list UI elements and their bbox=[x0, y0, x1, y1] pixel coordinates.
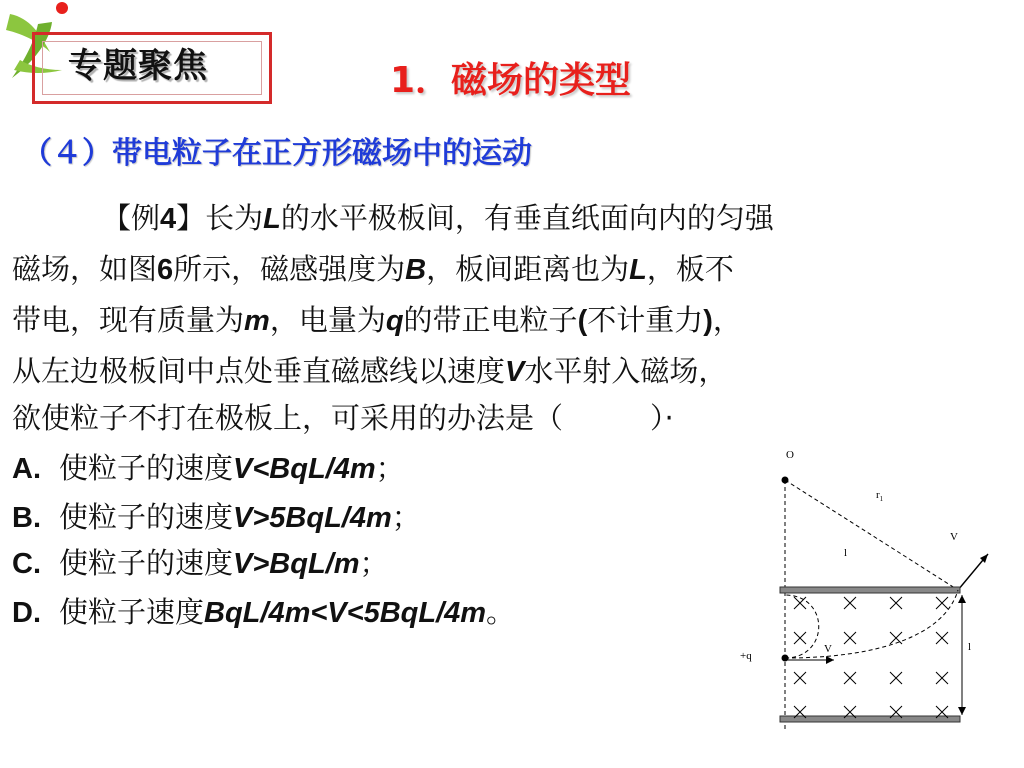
text: m bbox=[244, 305, 270, 337]
option-formula: V>5BqL/4m bbox=[233, 502, 392, 534]
option-formula: V<BqL/4m bbox=[233, 453, 376, 485]
option-d bbox=[12, 590, 515, 631]
option-a bbox=[12, 446, 405, 487]
option-end: 。 bbox=[486, 595, 516, 629]
option-text: 使粒子的速度 bbox=[59, 546, 234, 580]
option-formula: V>BqL/m bbox=[233, 548, 360, 580]
option-letter: B. bbox=[12, 502, 41, 534]
dimension-arrowhead-bottom bbox=[958, 707, 966, 715]
bottom-plate bbox=[780, 716, 960, 722]
label-plus-q: +q bbox=[740, 650, 752, 662]
option-letter: C. bbox=[12, 548, 41, 580]
text: 带电，现有质量为 bbox=[12, 303, 245, 337]
option-text: 使粒子的速度 bbox=[59, 451, 234, 485]
text: 的带正电粒子 bbox=[403, 303, 578, 337]
text: ， bbox=[712, 303, 742, 337]
text: 】长为 bbox=[176, 201, 264, 235]
text: 水平射入磁场， bbox=[524, 354, 728, 388]
label-l-right: l bbox=[968, 641, 972, 653]
option-end: ； bbox=[391, 500, 421, 534]
label-v-top: V bbox=[950, 531, 958, 543]
text: ，板间距离也为 bbox=[426, 252, 630, 286]
problem-line-4 bbox=[12, 349, 727, 390]
label-o: O bbox=[786, 449, 794, 461]
problem-line-3 bbox=[12, 298, 742, 339]
text: B bbox=[405, 254, 427, 286]
option-end: ； bbox=[359, 546, 389, 580]
text: 所示，磁感强度为 bbox=[173, 252, 406, 286]
option-letter: A. bbox=[12, 453, 41, 485]
label-r1: $r_1$ bbox=[876, 489, 884, 503]
text: 的水平极板间，有垂直纸面向内的匀强 bbox=[280, 201, 774, 235]
text: ) bbox=[703, 305, 713, 337]
text: 磁场，如图 bbox=[12, 252, 158, 286]
text: ，电量为 bbox=[269, 303, 386, 337]
option-text: 使粒子速度 bbox=[59, 595, 205, 629]
text: L bbox=[629, 254, 647, 286]
label-v-bottom: V bbox=[824, 643, 832, 655]
topic-label: 专题聚焦 bbox=[68, 46, 208, 86]
problem-line-5: 欲使粒子不打在极板上，可采用的办法是（ ）· bbox=[12, 401, 674, 435]
text: V bbox=[505, 356, 525, 388]
option-b bbox=[12, 495, 421, 536]
option-end: ； bbox=[375, 451, 405, 485]
text: 4 bbox=[160, 203, 177, 235]
option-letter: D. bbox=[12, 597, 41, 629]
slide-title: 1．磁场的类型 bbox=[390, 60, 632, 101]
text: 不计重力 bbox=[587, 303, 704, 337]
text: 6 bbox=[157, 254, 174, 286]
option-c bbox=[12, 541, 389, 582]
problem-line-2 bbox=[12, 247, 734, 288]
option-formula: BqL/4m<V<5BqL/4m bbox=[204, 597, 487, 629]
text: L bbox=[263, 203, 281, 235]
option-text: 使粒子的速度 bbox=[59, 500, 234, 534]
section-subtitle: （４）带电粒子在正方形磁场中的运动 bbox=[22, 136, 532, 171]
dimension-arrowhead-top bbox=[958, 595, 966, 603]
text: 【例 bbox=[102, 201, 161, 235]
radius-line bbox=[785, 480, 958, 590]
velocity-arrowhead-bottom bbox=[826, 656, 834, 664]
top-plate bbox=[780, 587, 960, 593]
magnetic-field-diagram bbox=[730, 440, 1020, 740]
text: 从左边极板间中点处垂直磁感线以速度 bbox=[12, 354, 506, 388]
text: ，板不 bbox=[646, 252, 734, 286]
text: q bbox=[385, 305, 404, 337]
text: ( bbox=[577, 305, 588, 337]
problem-line-1 bbox=[12, 196, 774, 237]
label-l-left: l bbox=[844, 547, 848, 559]
